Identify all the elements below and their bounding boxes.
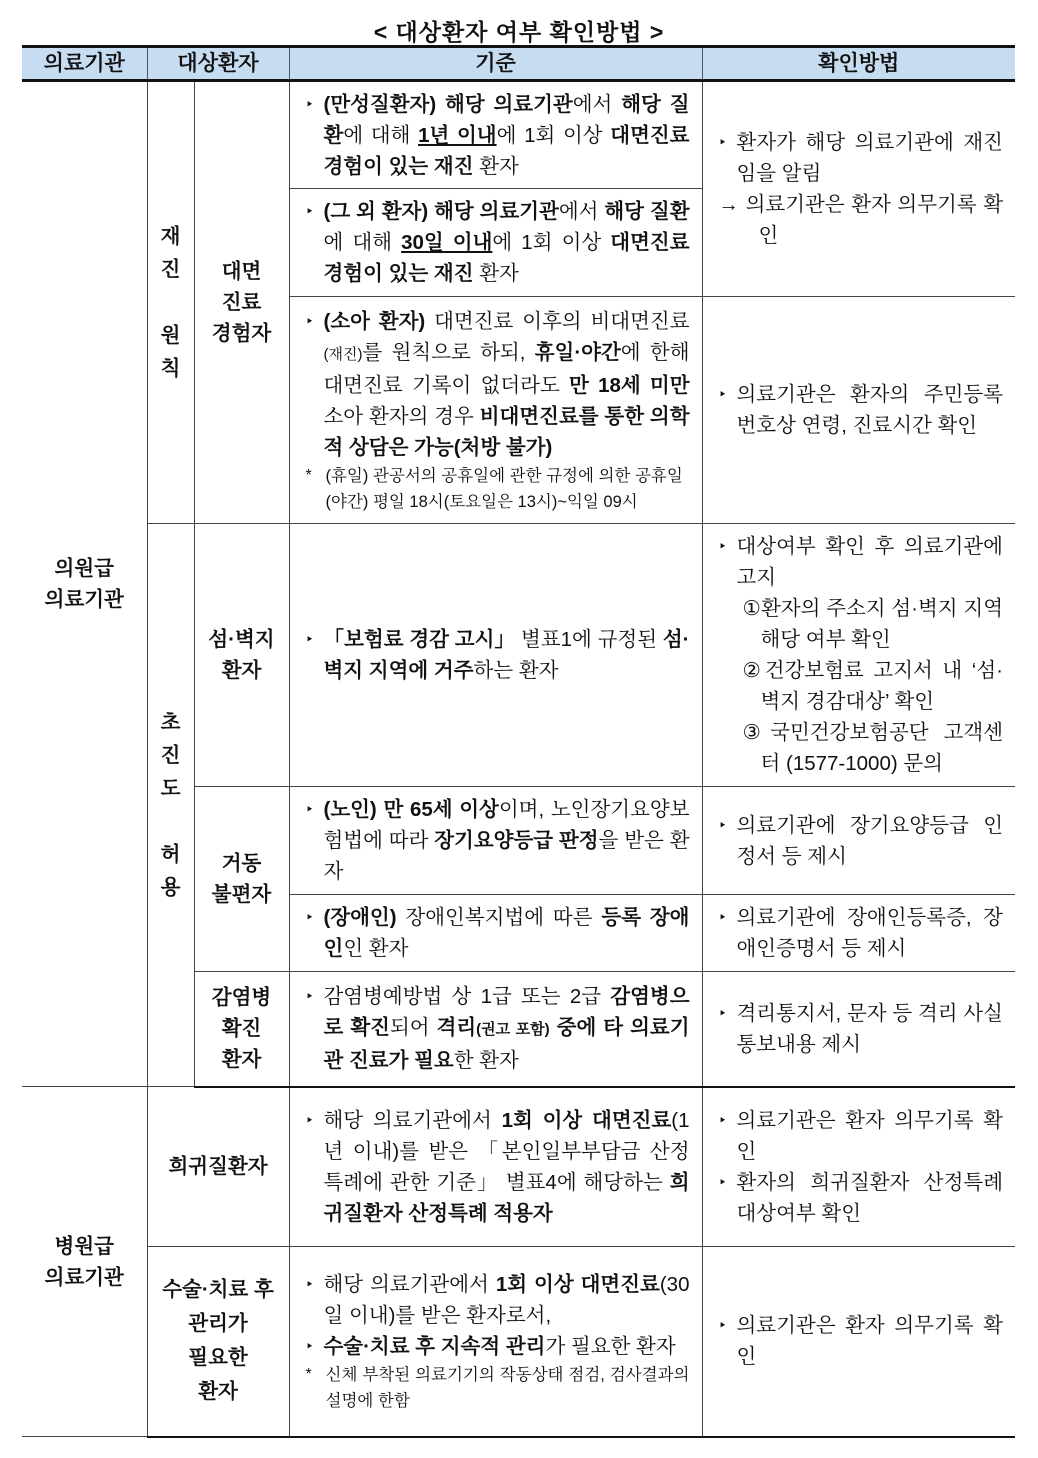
text-segment: 1회 이상 대면진료 [495, 1272, 660, 1296]
patient-mobility [194, 787, 289, 972]
bullet-icon: ‣ [718, 1004, 727, 1021]
paragraph [306, 981, 690, 1076]
text-segment: (그 외 환자) 해당 의료기관 [323, 200, 559, 223]
criteria-cell [289, 81, 702, 189]
text-segment: (30일 이내)를 받은 환자로서, [323, 1272, 690, 1327]
text-segment: 의료기관에 장기요양등급 인정서 등 제시 [736, 813, 1003, 868]
text-segment: 를 원칙으로 하되, [362, 340, 535, 364]
text-segment: 감염병으로 확진 [323, 985, 690, 1040]
label-line: 도 [160, 777, 181, 800]
method-cell [702, 1087, 1015, 1247]
text-segment: 가 필요한 환자 [545, 1334, 676, 1358]
label-line: 불편자 [211, 883, 272, 906]
label-line: 거동 [221, 852, 262, 875]
bullet-icon: ‣ [718, 134, 727, 150]
table-row [22, 81, 1015, 189]
text-segment: 대면진료 경험이 있는 재진 [323, 123, 690, 178]
paragraph [719, 379, 1004, 441]
paragraph [719, 531, 1004, 593]
criteria-cell [289, 787, 702, 895]
paragraph [306, 624, 690, 686]
text-segment: (휴일) 관공서의 공휴일에 관한 규정에 의한 공휴일 [325, 466, 683, 485]
paragraph [306, 89, 690, 182]
asterisk-icon: * [305, 1365, 312, 1383]
label-line: 허 [160, 843, 181, 866]
label-line [168, 291, 174, 314]
method-cell [702, 972, 1015, 1087]
text-segment: 30일 이내 [401, 231, 493, 254]
patient-rare-disease [147, 1087, 289, 1247]
text-segment: 에 한해 대면진료 기록이 없더라도 [323, 340, 690, 397]
label-line: 희귀질환자 [168, 1155, 268, 1179]
label-line: 재 [160, 225, 181, 248]
label-line: 의원급 [54, 557, 114, 580]
text-segment: 비대면진료를 통한 의학적 상담은 가능(처방 불가) [323, 404, 690, 459]
text-segment: 해당 질환 [604, 200, 690, 223]
paragraph [306, 306, 690, 463]
label-line: 섬·벽지 [208, 628, 275, 651]
bullet-icon: ‣ [718, 1173, 727, 1190]
text-segment: 소아 환자의 경우 [323, 404, 480, 428]
label-line: 진료 [221, 291, 262, 314]
header-target-patient: 대상환자 [147, 47, 289, 81]
criteria-cell [289, 1247, 702, 1437]
bullet-icon: ‣ [718, 909, 727, 925]
label-line: 원 [160, 324, 181, 347]
text-segment: 수술·치료 후 지속적 관리 [323, 1334, 546, 1358]
paragraph [306, 902, 690, 964]
method-cell [702, 81, 1015, 297]
bullet-icon: ‣ [305, 909, 314, 925]
text-segment: ③국민건강보험공단 고객센터 (1577-1000) 문의 [742, 721, 1003, 775]
text-segment: 별표1에 규정된 [515, 628, 663, 651]
paragraph [719, 127, 1004, 189]
table-row [22, 1247, 1015, 1437]
text-segment: 장애인복지법에 따른 [396, 906, 602, 929]
eligibility-table [22, 45, 1015, 1438]
text-segment: (재진) [323, 345, 363, 363]
paragraph [719, 655, 1004, 717]
bullet-icon: ‣ [305, 631, 314, 647]
text-segment: 하는 환자 [473, 659, 559, 682]
text-segment: (야간) 평일 18시(토요일은 13시)~익일 09시 [325, 492, 638, 511]
text-segment: 감염병예방법 상 1급 또는 2급 [323, 985, 611, 1009]
text-segment: 해당 의료기관에서 [323, 1272, 496, 1296]
paragraph [719, 189, 1004, 251]
label-line: 감염병 [211, 986, 272, 1010]
paragraph [306, 196, 690, 289]
patient-face-to-face [194, 81, 289, 524]
bullet-icon: ‣ [305, 312, 314, 329]
document-title: < 대상환자 여부 확인방법 > [373, 19, 665, 45]
bullet-icon: ‣ [305, 95, 314, 112]
text-segment: 섬·벽지 지역에 거주 [323, 628, 690, 682]
text-segment: 휴일·야간 [534, 340, 621, 364]
label-line: 수술·치료 후 [162, 1278, 274, 1302]
label-line: 의료기관 [44, 1265, 124, 1289]
criteria-cell [289, 895, 702, 972]
institution-clinic [22, 81, 147, 1087]
text-segment: 환자의 희귀질환자 산정특례 대상여부 확인 [736, 1170, 1003, 1225]
patient-infection [194, 972, 289, 1087]
method-cell [702, 524, 1015, 787]
text-segment: 되어 [389, 1016, 437, 1040]
method-cell [702, 1247, 1015, 1437]
text-segment: 의료기관은 환자 의무기록 확인 [736, 1314, 1003, 1369]
bullet-icon: ‣ [718, 816, 727, 833]
paragraph [719, 810, 1004, 872]
label-line: 의료기관 [44, 588, 124, 611]
footnote [306, 1362, 690, 1414]
text-segment: 만 18세 미만 [569, 373, 690, 397]
text-segment: 을 받은 환자 [323, 829, 690, 883]
bullet-icon: ‣ [718, 386, 727, 402]
text-segment: 1년 이내 [418, 123, 497, 147]
text-segment: (노인) 만 65세 이상 [323, 798, 499, 821]
header-criteria: 기준 [289, 47, 702, 81]
asterisk-icon: * [305, 466, 312, 484]
label-line: 병원급 [54, 1234, 114, 1258]
text-segment: (만성질환자) 해당 의료기관 [323, 92, 573, 116]
paragraph [306, 1269, 690, 1331]
bullet-icon: ‣ [305, 1337, 314, 1354]
criteria-cell [289, 297, 702, 524]
text-segment: 에 대해 [343, 123, 419, 147]
bullet-icon: ‣ [305, 801, 314, 817]
text-segment: 중에 타 의료기관 진료가 필요 [323, 1016, 690, 1073]
footnote [306, 463, 690, 489]
paragraph [719, 1105, 1004, 1167]
method-cell [702, 297, 1015, 524]
text-segment: ①환자의 주소지 섬·벽지 지역 해당 여부 확인 [742, 597, 1003, 651]
table-row [22, 524, 1015, 787]
paragraph [306, 1331, 690, 1362]
paragraph [306, 1105, 690, 1229]
footnote [306, 489, 690, 515]
paragraph [306, 794, 690, 887]
paragraph [719, 593, 1004, 655]
text-segment: 격리 [436, 1016, 477, 1040]
text-segment: 장기요양등급 판정 [434, 829, 599, 852]
text-segment: 에 1회 이상 [496, 123, 611, 147]
text-segment: 등록 장애인 [323, 906, 690, 960]
text-segment: (소아 환자) [323, 309, 426, 333]
paragraph [719, 717, 1004, 779]
criteria-cell [289, 189, 702, 297]
text-segment: 1회 이상 대면진료 [501, 1108, 672, 1132]
text-segment: 에서 [558, 200, 605, 223]
text-segment: (권고 포함) [476, 1021, 550, 1039]
label-line: 환자 [221, 659, 262, 682]
table-row [22, 1087, 1015, 1247]
label-line: 확진 [221, 1017, 262, 1041]
label-line: 필요한 [188, 1346, 248, 1370]
method-cell [702, 895, 1015, 972]
bullet-icon: ‣ [718, 1111, 727, 1128]
text-segment: 의료기관은 환자 의무기록 확인 [736, 1108, 1003, 1163]
text-segment: 격리통지서, 문자 등 격리 사실 통보내용 제시 [736, 1001, 1003, 1056]
label-line: 대면 [221, 260, 262, 283]
text-segment: 해당 의료기관에서 [323, 1108, 502, 1132]
bullet-icon: ‣ [305, 203, 314, 219]
bullet-icon: ‣ [305, 988, 314, 1005]
text-segment: (장애인) [323, 906, 397, 929]
text-segment: 환자가 해당 의료기관에 재진임을 알림 [736, 131, 1003, 185]
text-segment: 이며, 노인장기요양보험법에 따라 [323, 798, 690, 852]
text-segment: 에 1회 이상 [492, 231, 611, 254]
text-segment: 대면진료 이후의 비대면진료 [425, 309, 690, 333]
bullet-icon: ‣ [305, 1275, 314, 1292]
patient-post-surgery [147, 1247, 289, 1437]
label-line: 환자 [198, 1380, 238, 1404]
criteria-cell [289, 1087, 702, 1247]
text-segment: 한 환자 [453, 1049, 519, 1073]
criteria-cell [289, 972, 702, 1087]
label-line: 진 [160, 744, 181, 767]
label-line [168, 810, 174, 833]
header-institution: 의료기관 [22, 47, 147, 81]
paragraph [719, 902, 1004, 964]
paragraph [719, 1167, 1004, 1229]
patient-island [194, 524, 289, 787]
text-segment: ②건강보험료 고지서 내 ‘섬·벽지 경감대상’ 확인 [742, 659, 1003, 713]
text-segment: 의료기관에 장애인등록증, 장애인증명서 등 제시 [736, 906, 1003, 960]
table-header-row [22, 47, 1015, 81]
bullet-icon: ‣ [305, 1111, 314, 1128]
text-segment: (1년 이내)를 받은 「본인일부부담금 산정특례에 관한 기준」 별표4에 해당하는 [323, 1108, 690, 1194]
text-segment: 대면진료 경험이 있는 재진 [323, 231, 690, 285]
institution-hospital [22, 1087, 147, 1437]
bullet-icon: ‣ [718, 538, 727, 554]
text-segment: 환자 [473, 262, 519, 285]
text-segment: 인 환자 [343, 937, 409, 960]
text-segment: 희귀질환자 산정특례 적용자 [323, 1170, 690, 1225]
paragraph [719, 998, 1004, 1060]
label-line: 칙 [160, 357, 181, 380]
label-line: 관리가 [188, 1312, 248, 1336]
group-revisit [147, 81, 194, 524]
text-segment: 신체 부착된 의료기기의 작동상태 점검, 검사결과의 설명에 한함 [325, 1365, 690, 1410]
text-segment: 「보험료 경감 고시」 [323, 628, 516, 651]
text-segment: → 의료기관은 환자 의무기록 확인 [718, 193, 1003, 247]
label-line: 경험자 [211, 322, 272, 345]
group-first-visit [147, 524, 194, 1087]
label-line: 환자 [221, 1048, 262, 1072]
label-line: 용 [160, 876, 181, 899]
paragraph [719, 1310, 1004, 1372]
method-cell [702, 787, 1015, 895]
criteria-cell [289, 524, 702, 787]
header-method: 확인방법 [702, 47, 1015, 81]
text-segment: 에 대해 [323, 231, 402, 254]
text-segment: 대상여부 확인 후 의료기관에 고지 [736, 535, 1003, 589]
text-segment: 의료기관은 환자의 주민등록번호상 연령, 진료시간 확인 [736, 383, 1003, 437]
label-line: 초 [160, 711, 181, 734]
text-segment: 환자 [473, 154, 519, 178]
text-segment: 해당 질환 [323, 92, 690, 147]
text-segment: 에서 [572, 92, 622, 116]
label-line: 진 [160, 258, 181, 281]
bullet-icon: ‣ [718, 1317, 727, 1334]
